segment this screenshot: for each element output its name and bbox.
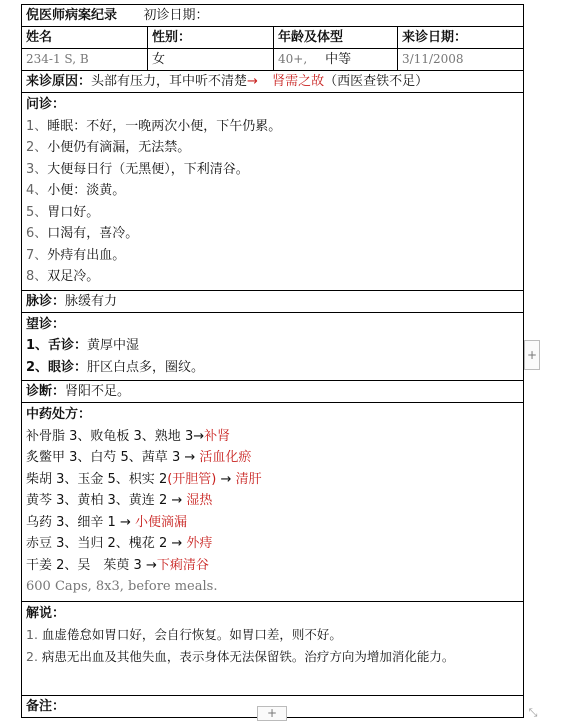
inquiry-item: 6、口渴有，喜冷。 [26,226,139,241]
age-build-label-cell[interactable] [274,27,398,49]
prescription-line: 柴胡 3、玉金 5、枳实 2(开胆管) → 清肝 [26,471,262,487]
visit-date-label: 来诊日期： [402,30,468,45]
prescription-line: 乌药 3、细辛 1 → 小便滴漏 [26,514,188,530]
inquiry-item: 4、小便：淡黄。 [26,183,126,198]
tongue-line: 1、舌诊：黄厚中湿 [26,338,140,353]
inspection-cell[interactable] [22,312,524,381]
prescription-line: 黄芩 3、黄柏 3、黄连 2 → 湿热 [26,493,213,508]
visit-date-value-cell[interactable] [398,49,524,71]
age-build-label: 年龄及体型 [278,30,344,45]
pulse-text: 脉缓有力 [65,293,118,309]
inquiry-item: 1、睡眠：不好，一晚两次小便，下午仍累。 [26,118,282,134]
complaint-cell[interactable] [22,71,524,93]
gender-label-cell[interactable] [148,27,274,49]
inquiry-item: 5、胃口好。 [26,204,100,220]
inquiry-item: 3、大便每日行（无黑便），下利清谷。 [26,161,249,177]
inquiry-item: 2、小便仍有滴漏，无法禁。 [26,140,191,155]
prescription-line: 炙鳖甲 3、白芍 5、茜草 3 → 活血化瘀 [26,450,252,465]
name-label: 姓名 [26,30,53,45]
eye-line: 2、眼诊：肝区白点多，圈纹。 [26,359,205,375]
prescription-cell[interactable] [22,403,524,602]
complaint-arrow: → [247,74,258,89]
prescription-label: 中药处方： [26,407,92,422]
explanation-cell[interactable] [22,601,524,695]
name-label-cell[interactable] [22,27,148,49]
add-column-button[interactable]: + [524,340,540,370]
inspection-label: 望诊： [26,316,66,332]
inquiry-item: 7、外痔有出血。 [26,247,126,263]
pulse-label: 脉诊： [26,293,66,309]
inquiry-label: 问诊： [26,97,66,112]
complaint-text: 头部有压力，耳中听不清楚 [91,74,248,89]
prescription-line: 干姜 2、吴 茱萸 3 →下痢清谷 [26,557,209,573]
age-value: 40+, [278,52,308,66]
diagnosis-cell[interactable] [22,381,524,403]
explanation-item: 1. 血虚倦怠如胃口好，会自行恢复。如胃口差，则不好。 [26,627,342,642]
gender-value: 女 [152,52,166,67]
diagnosis-text: 肾阳不足。 [65,384,131,399]
inquiry-item: 8、双足冷。 [26,269,100,284]
pulse-cell[interactable] [22,290,524,312]
explanation-label: 解说： [26,605,66,621]
first-visit-date-label: 初诊日期： [143,8,209,23]
resize-handle-icon[interactable]: ⤡ [528,706,538,719]
visit-date-label-cell[interactable] [398,27,524,49]
name-value-cell[interactable] [22,49,148,71]
build-value: 中等 [325,52,352,67]
complaint-label: 来诊原因： [26,74,92,89]
gender-label: 性别： [152,30,192,45]
visit-date-value: 3/11/2008 [402,52,464,66]
remarks-label: 备注： [26,698,66,714]
prescription-line: 赤豆 3、当归 2、槐花 2 → 外痔 [26,536,213,551]
title-cell[interactable] [22,5,524,27]
case-record-table [21,4,524,718]
patient-id: 234-1 S, B [26,52,89,66]
doc-title: 倪医师病案纪录 [26,8,118,23]
complaint-note: （西医查铁不足） [324,74,429,89]
diagnosis-label: 诊断： [26,384,66,399]
add-row-button[interactable]: + [257,706,287,721]
dosage-text: 600 Caps, 8x3, before meals. [26,579,218,594]
age-build-value-cell[interactable] [274,49,398,71]
complaint-diagnosis: 肾需之故 [272,74,325,89]
explanation-item: 2. 病患无出血及其他失血，表示身体无法保留铁。治疗方向为增加消化能力。 [26,648,455,664]
inquiry-cell[interactable] [22,93,524,291]
gender-value-cell[interactable] [148,49,274,71]
prescription-line: 补骨脂 3、败龟板 3、熟地 3→补肾 [26,428,231,444]
